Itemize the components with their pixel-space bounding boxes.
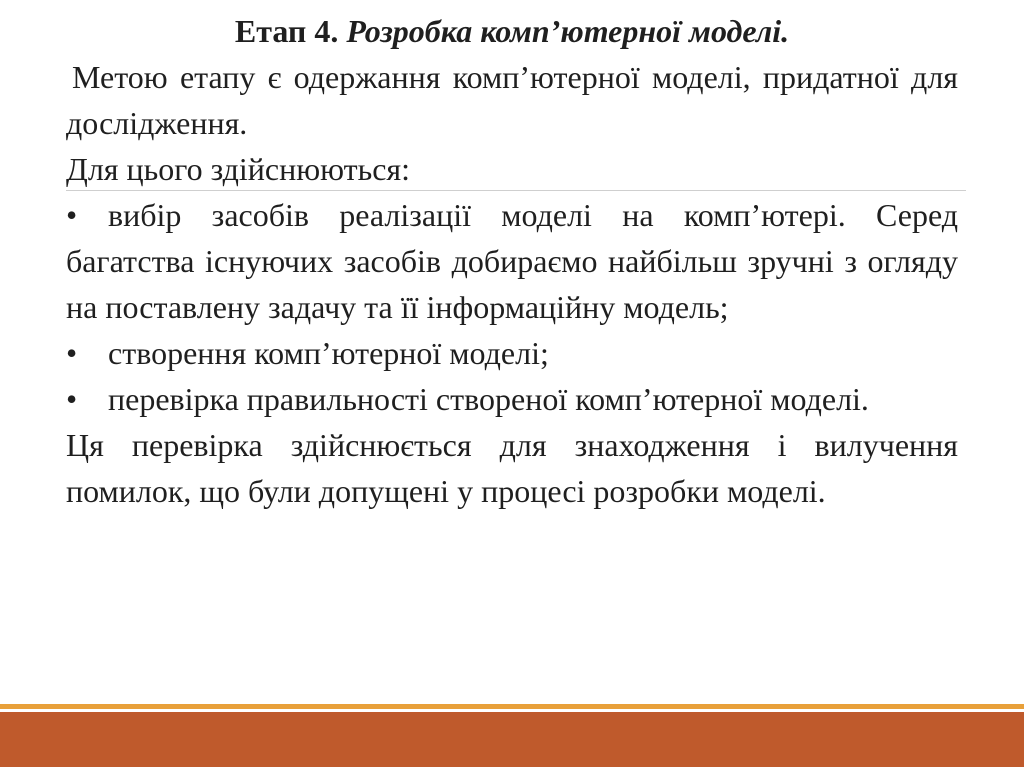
conclusion-paragraph: Ця перевірка здійснюється для знаходження і вилучення помилок, що були допущені у процесі розробки моделі.: [66, 427, 958, 509]
bullet-text-3: перевірка правильності створеної комп’ютерної моделі.: [108, 381, 869, 417]
bullet-icon: •: [66, 381, 78, 417]
bullet-item-3: [66, 376, 958, 422]
footer-accent-line: [0, 704, 1024, 709]
bullet-text-2: створення комп’ютерної моделі;: [108, 335, 549, 371]
footer-bar: [0, 712, 1024, 767]
slide-title-stage: Етап 4.: [234, 13, 347, 49]
slide-title: [66, 8, 958, 54]
lead-line: Для цього здійснюються:: [66, 151, 411, 187]
divider-line: [66, 190, 966, 191]
slide-content: [66, 8, 958, 514]
bullet-item-1: [66, 192, 958, 330]
intro-paragraph: Метою етапу є одержання комп’ютерної моделі, придатної для дослідження.: [66, 59, 958, 141]
bullet-text-1: вибір засобів реалізації моделі на комп’ютері. Серед багатства існуючих засобів добираємо найбільш зручні з огляду на поставлену задачу та її інформаційну модель;: [66, 197, 958, 325]
bullet-icon: •: [66, 197, 78, 233]
bullet-icon: •: [66, 335, 78, 371]
bullet-item-2: [66, 330, 958, 376]
slide-title-topic: Розробка комп’ютерної моделі.: [346, 13, 790, 49]
